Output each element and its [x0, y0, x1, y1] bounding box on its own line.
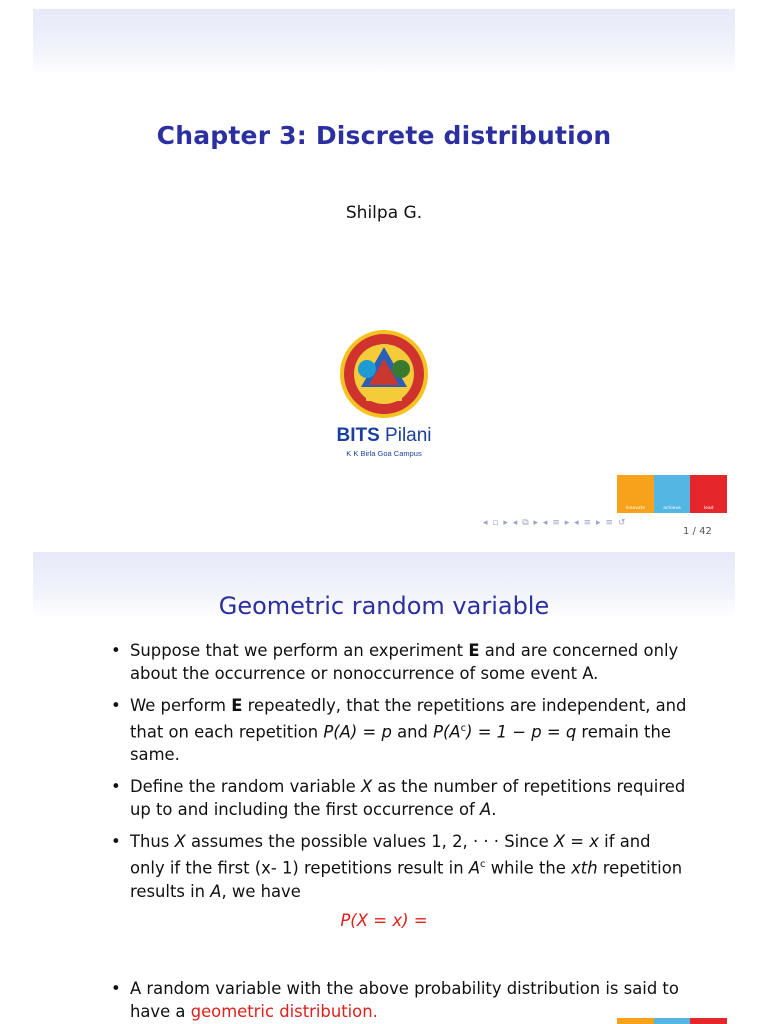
nav-prev-icon[interactable]: ◂ — [483, 518, 489, 528]
nav-prev-frame-icon[interactable]: ◂ — [512, 518, 519, 528]
nav-slide-icon[interactable]: ▫ — [492, 518, 500, 528]
bits-pilani-seal-icon — [319, 329, 449, 421]
footer-color-bar — [617, 475, 727, 513]
nav-subsection-icon[interactable]: ≡ — [552, 518, 561, 528]
header-band — [33, 9, 735, 75]
list-item: • Thus X assumes the possible values 1, 2, · · · Since X = x if and only if the first (x- 1) repetitions result in $A^c$ while the xth repetition results in A, we have — [109, 830, 689, 902]
bullet-list — [109, 639, 689, 912]
footer-segment-achieve — [654, 1018, 691, 1024]
author-name: Shilpa G. — [345, 203, 423, 223]
nav-next-icon[interactable]: ▸ — [503, 518, 509, 528]
list-item: • Define the random variable X as the number of repetitions required up to and including the first occurrence of A. — [109, 775, 689, 821]
nav-prev-subsection-icon[interactable]: ◂ — [542, 518, 549, 528]
footer-segment-achieve: achieve — [654, 475, 691, 513]
nav-next-frame-icon[interactable]: ▸ — [533, 518, 540, 528]
nav-next-subsection-icon[interactable]: ▸ — [564, 518, 571, 528]
page-number: 1 / 42 — [683, 526, 712, 537]
content-slide — [33, 552, 735, 1024]
footer-segment-innovate: innovate — [617, 475, 654, 513]
geometric-distribution-highlight: geometric distribution. — [190, 1002, 378, 1021]
pmf-equation: P(X = x) = — [340, 911, 428, 930]
nav-frame-icon[interactable]: ⧉ — [522, 518, 530, 528]
frame-title: Geometric random variable — [218, 592, 550, 620]
nav-next-section-icon[interactable]: ▸ — [595, 518, 602, 528]
campus-name: K K Birla Goa Campus — [346, 449, 422, 458]
footer-segment-innovate — [617, 1018, 654, 1024]
bits-pilani-logo — [319, 329, 449, 469]
list-item: • Suppose that we perform an experiment E and are concerned only about the occurrence or nonoccurrence of some event A. — [109, 639, 689, 685]
bits-pilani-wordmark: BITS Pilani — [336, 425, 432, 446]
nav-section-icon[interactable]: ≡ — [583, 518, 593, 528]
bullet-list-final — [109, 977, 689, 1023]
footer-segment-lead: lead — [690, 475, 727, 513]
title-slide — [33, 9, 735, 543]
footer-color-bar — [617, 1018, 727, 1024]
list-item: • We perform E repeatedly, that the repetitions are independent, and that on each repetition P(A) = p and $P(A^c) = 1 - p = q$ remain the same. — [109, 694, 689, 766]
footer-segment-lead — [690, 1018, 727, 1024]
nav-search-icon[interactable]: ↺ — [617, 518, 627, 528]
list-item: • A random variable with the above probability distribution is said to have a geometric distribution. — [109, 977, 689, 1023]
slide-title: Chapter 3: Discrete distribution — [156, 121, 612, 150]
nav-appendix-icon[interactable]: ≡ — [605, 518, 614, 528]
nav-prev-section-icon[interactable]: ◂ — [574, 518, 580, 528]
